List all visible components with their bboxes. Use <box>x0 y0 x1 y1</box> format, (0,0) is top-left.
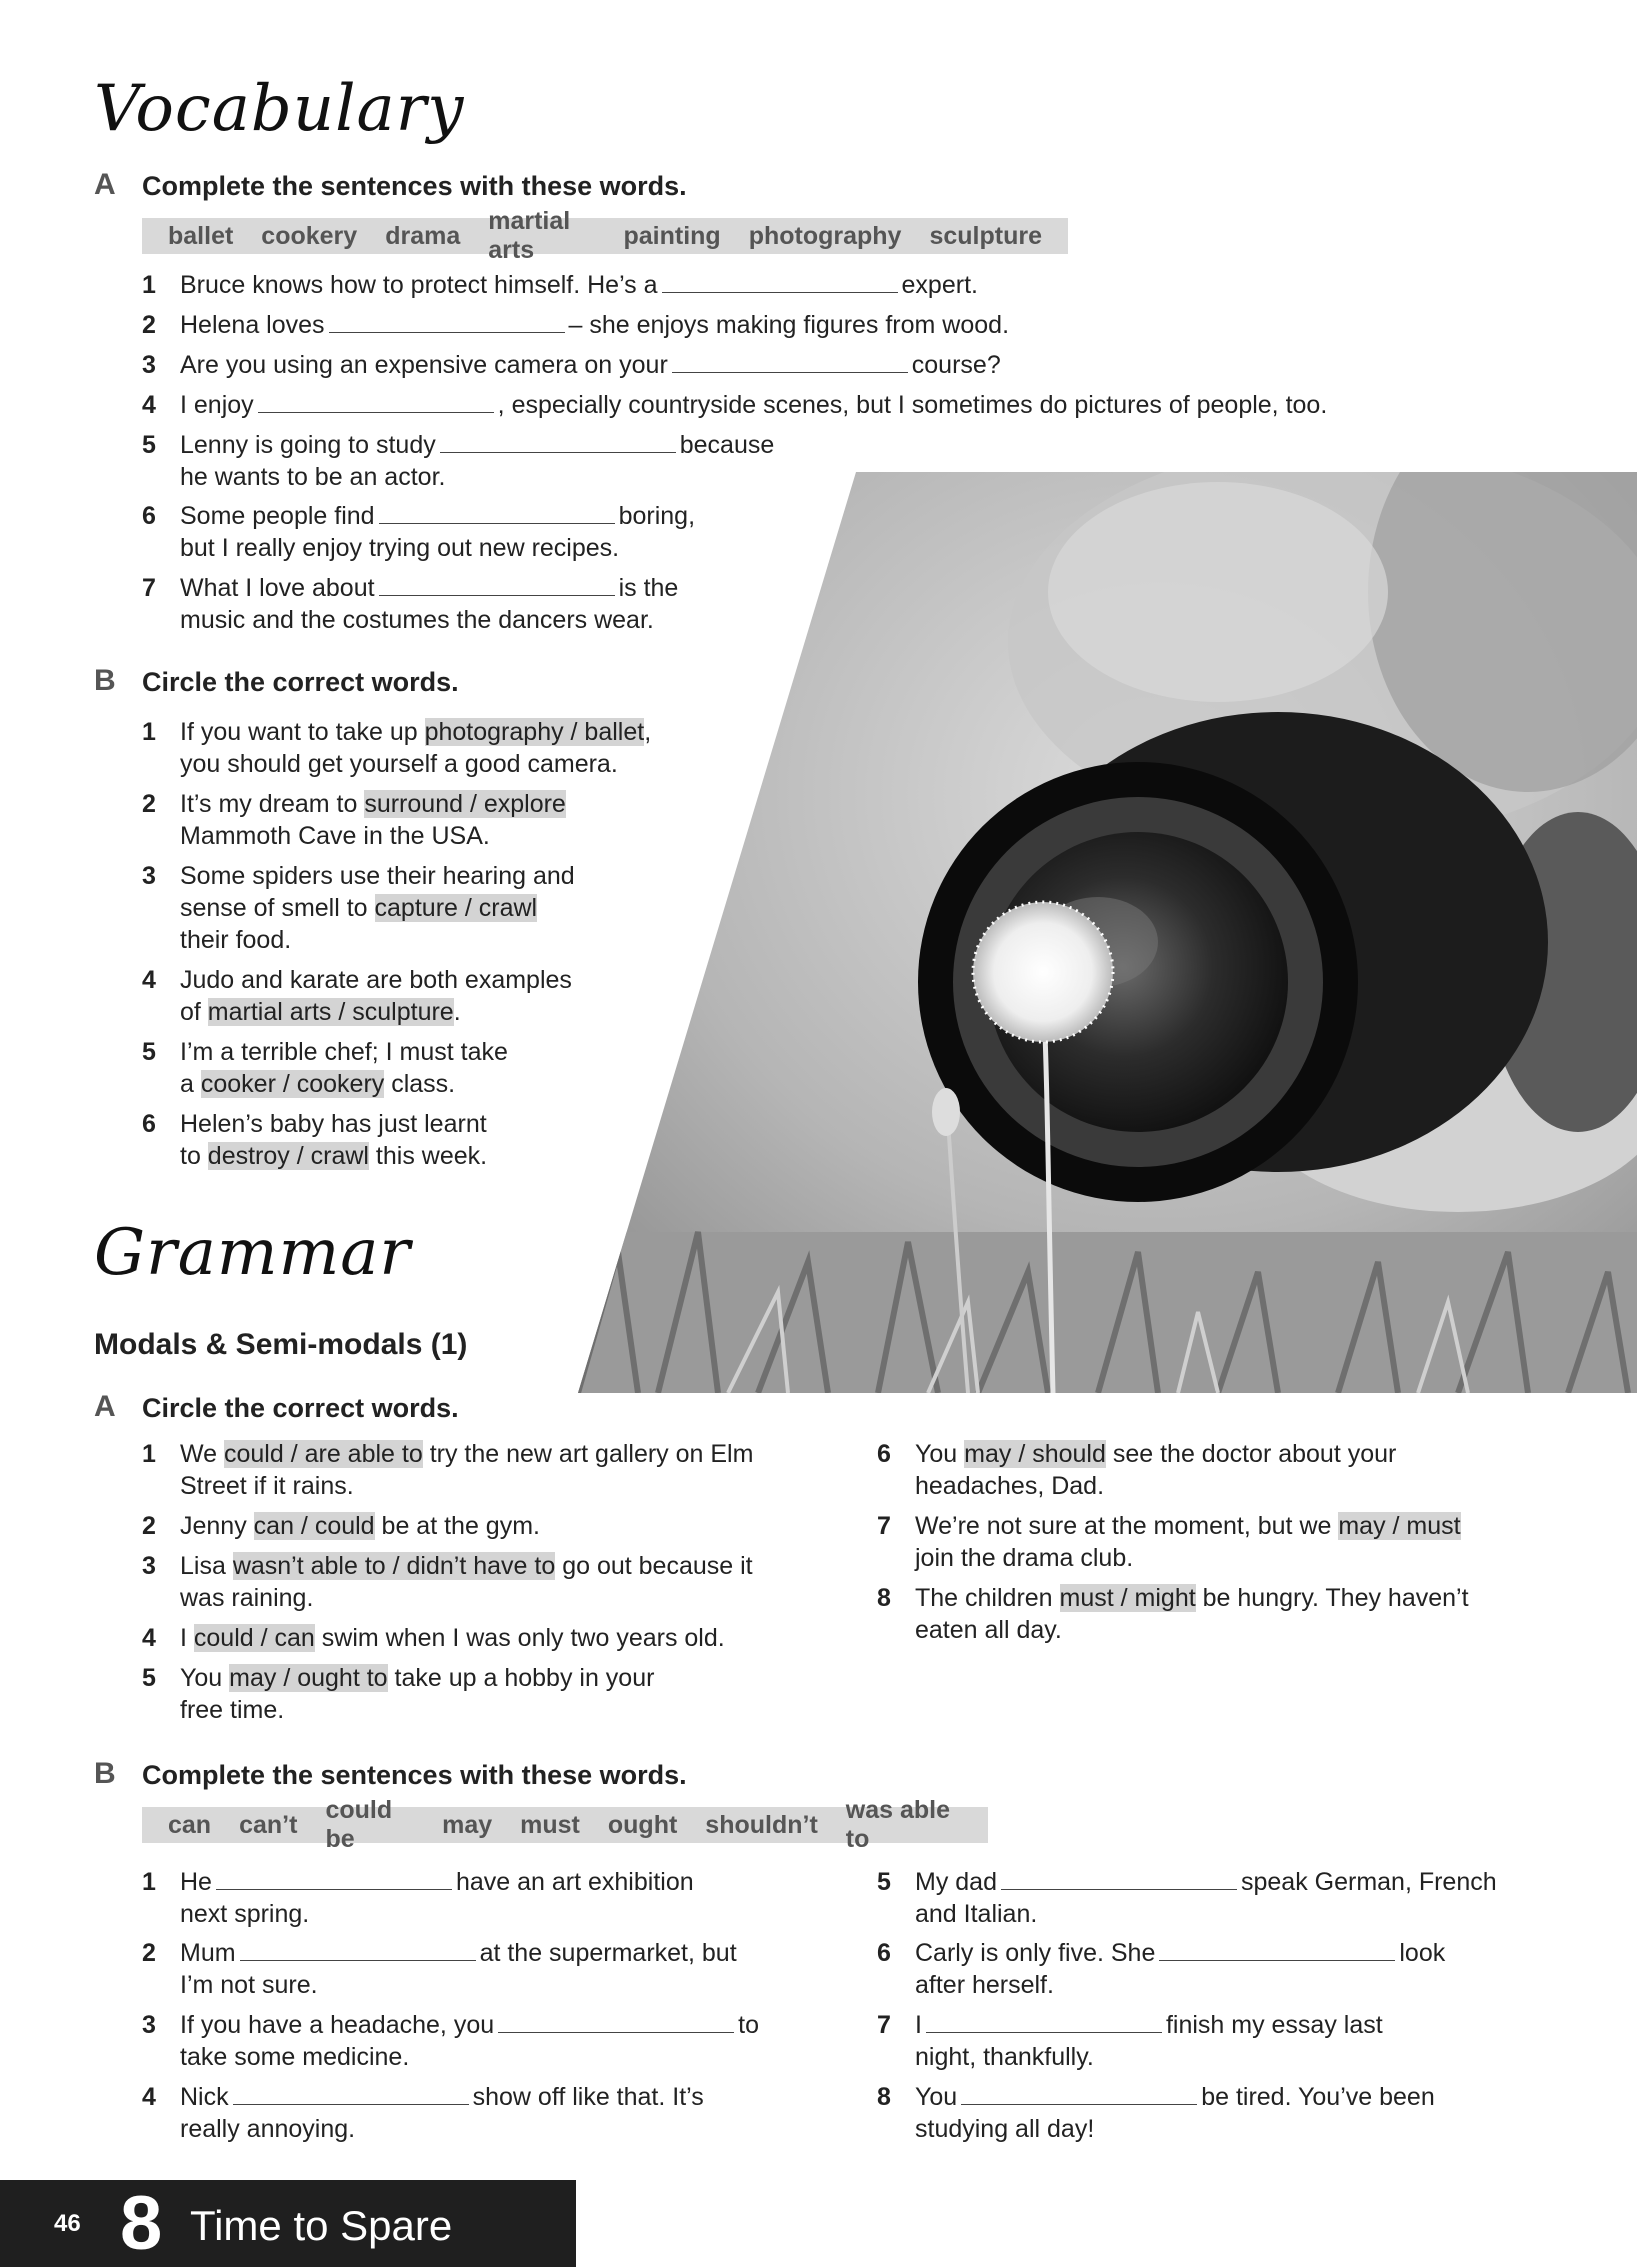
item-text: I enjoy <box>180 391 254 419</box>
exercise-item <box>142 1550 842 1614</box>
exercise-letter: B <box>94 664 116 697</box>
exercise-letter: A <box>94 1390 116 1423</box>
item-text: . <box>453 998 461 1026</box>
answer-choice[interactable]: could / can <box>193 1624 315 1652</box>
item-text: I’m not sure. <box>180 1971 318 1999</box>
exercise-item <box>142 1438 842 1502</box>
item-text: to <box>180 1142 208 1170</box>
item-text: but I really enjoy trying out new recipes. <box>180 534 620 562</box>
answer-blank[interactable] <box>233 2082 469 2105</box>
item-text: go out because it <box>555 1552 753 1580</box>
answer-blank[interactable] <box>498 2010 734 2033</box>
item-number: 3 <box>142 2011 156 2039</box>
word-box-item: was able to <box>845 1796 951 1853</box>
item-text: finish my essay last <box>1165 2011 1383 2039</box>
item-text: class. <box>384 1070 456 1098</box>
item-text: Jenny <box>180 1512 254 1540</box>
word-box-item: could be <box>325 1796 393 1853</box>
item-text: Judo and karate are both examples <box>180 966 572 994</box>
item-number: 2 <box>142 1939 156 1967</box>
word-box-item: must <box>520 1810 580 1839</box>
exercise-item <box>142 349 1422 381</box>
camera-photo-illustration <box>578 472 1637 1393</box>
exercise-instruction: Complete the sentences with these words. <box>142 1760 687 1790</box>
item-text: have an art exhibition <box>455 1868 694 1896</box>
item-text: We <box>180 1440 224 1468</box>
item-text: look <box>1399 1939 1446 1967</box>
answer-choice[interactable]: destroy / crawl <box>207 1142 369 1170</box>
item-text: swim when I was only two years old. <box>314 1624 725 1652</box>
item-text: he wants to be an actor. <box>180 463 446 491</box>
answer-blank[interactable] <box>1001 1867 1237 1890</box>
item-text: next spring. <box>180 1900 310 1928</box>
item-text: and Italian. <box>915 1900 1038 1928</box>
word-box-item: ballet <box>168 221 234 250</box>
word-box-item: drama <box>385 221 461 250</box>
item-text: free time. <box>180 1696 285 1724</box>
item-text: was raining. <box>180 1584 314 1612</box>
answer-choice[interactable]: wasn’t able to / didn’t have to <box>232 1552 556 1580</box>
grammar-subtitle: Modals & Semi-modals (1) <box>94 1328 468 1361</box>
item-text: a <box>180 1070 201 1098</box>
exercise-item <box>142 1937 842 2001</box>
answer-choice[interactable]: could / are able to <box>224 1440 423 1468</box>
answer-blank[interactable] <box>926 2010 1162 2033</box>
item-number: 1 <box>142 718 156 746</box>
page-footer <box>0 2180 576 2267</box>
answer-choice[interactable]: may / must <box>1338 1512 1461 1540</box>
item-number: 6 <box>877 1939 891 1967</box>
item-text: headaches, Dad. <box>915 1472 1105 1500</box>
answer-blank[interactable] <box>662 270 898 293</box>
item-text: of <box>180 998 208 1026</box>
grammar-title: Grammar <box>94 1216 411 1290</box>
unit-title: Time to Spare <box>190 2202 453 2249</box>
item-number: 4 <box>142 966 156 994</box>
item-text: Mum <box>180 1939 236 1967</box>
exercise-item <box>142 860 722 956</box>
answer-choice[interactable]: surround / explore <box>364 790 566 818</box>
item-text: Nick <box>180 2083 229 2111</box>
item-number: 4 <box>142 391 156 419</box>
word-box-item: can’t <box>239 1810 298 1839</box>
exercise-item <box>877 2081 1597 2145</box>
answer-choice[interactable]: may / should <box>964 1440 1106 1468</box>
exercise-item <box>142 389 1442 421</box>
item-text: – she enjoys making figures from wood. <box>568 311 1010 339</box>
exercise-item <box>142 788 722 852</box>
item-text: I <box>180 1624 194 1652</box>
answer-choice[interactable]: martial arts / sculpture <box>207 998 454 1026</box>
exercise-item <box>142 2081 842 2145</box>
item-text: Carly is only five. She <box>915 1939 1156 1967</box>
exercise-item <box>142 1622 842 1654</box>
item-number: 3 <box>142 1552 156 1580</box>
item-text: eaten all day. <box>915 1616 1062 1644</box>
item-text: speak German, French <box>1240 1868 1497 1896</box>
item-text: Helen’s baby has just learnt <box>180 1110 487 1138</box>
item-number: 7 <box>877 1512 891 1540</box>
item-text: their food. <box>180 926 292 954</box>
answer-choice[interactable]: capture / crawl <box>374 894 538 922</box>
item-number: 7 <box>142 574 156 602</box>
item-text: Helena loves <box>180 311 325 339</box>
item-text: take some medicine. <box>180 2043 410 2071</box>
exercise-item <box>142 269 1422 301</box>
answer-choice[interactable]: photography / ballet <box>424 718 645 746</box>
item-text: , <box>644 718 652 746</box>
item-text: studying all day! <box>915 2115 1095 2143</box>
item-text: because <box>679 431 775 459</box>
answer-blank[interactable] <box>672 350 908 373</box>
answer-blank[interactable] <box>240 1938 476 1961</box>
item-text: really annoying. <box>180 2115 356 2143</box>
item-number: 1 <box>142 1868 156 1896</box>
item-number: 3 <box>142 351 156 379</box>
answer-choice[interactable]: cooker / cookery <box>200 1070 385 1098</box>
item-text: If you have a headache, you <box>180 2011 495 2039</box>
item-text: What I love about <box>180 574 375 602</box>
item-text: Lenny is going to study <box>180 431 436 459</box>
item-text: music and the costumes the dancers wear. <box>180 606 654 634</box>
item-text: Bruce knows how to protect himself. He’s a <box>180 271 658 299</box>
item-text: is the <box>618 574 679 602</box>
item-text: It’s my dream to <box>180 790 365 818</box>
item-number: 1 <box>142 1440 156 1468</box>
word-box-item: may <box>442 1810 493 1839</box>
item-text: You <box>915 1440 965 1468</box>
item-number: 4 <box>142 2083 156 2111</box>
item-text: at the supermarket, but <box>479 1939 737 1967</box>
word-box <box>142 207 1068 264</box>
answer-choice[interactable]: can / could <box>253 1512 375 1540</box>
exercise-item <box>142 1866 842 1930</box>
item-number: 3 <box>142 862 156 890</box>
item-text: be tired. You’ve been <box>1201 2083 1435 2111</box>
item-number: 8 <box>877 1584 891 1612</box>
item-text: The children <box>915 1584 1060 1612</box>
word-box-item: painting <box>623 221 721 250</box>
item-number: 6 <box>877 1440 891 1468</box>
answer-blank[interactable] <box>1159 1938 1395 1961</box>
exercise-item <box>142 964 722 1028</box>
item-text: Some spiders use their hearing and <box>180 862 575 890</box>
item-text: join the drama club. <box>915 1544 1134 1572</box>
exercise-item <box>877 1582 1577 1646</box>
item-text: Mammoth Cave in the USA. <box>180 822 490 850</box>
item-text: to <box>738 2011 759 2039</box>
item-text: see the doctor about your <box>1105 1440 1397 1468</box>
item-text: show off like that. It’s <box>472 2083 704 2111</box>
exercise-item <box>877 1510 1577 1574</box>
item-number: 5 <box>142 1664 156 1692</box>
exercise-item <box>877 1937 1597 2001</box>
item-text: expert. <box>901 271 978 299</box>
word-box-item: shouldn’t <box>705 1810 818 1839</box>
exercise-item <box>142 1662 842 1726</box>
exercise-letter: B <box>94 1757 116 1790</box>
item-text: , especially countryside scenes, but I sometimes do pictures of people, too. <box>497 391 1328 419</box>
vocabulary-title: Vocabulary <box>94 72 465 146</box>
item-number: 4 <box>142 1624 156 1652</box>
word-box-item: cookery <box>261 221 358 250</box>
item-text: you should get yourself a good camera. <box>180 750 618 778</box>
item-text: this week. <box>368 1142 488 1170</box>
item-number: 1 <box>142 271 156 299</box>
exercise-instruction: Complete the sentences with these words. <box>142 171 687 201</box>
item-text: He <box>180 1868 212 1896</box>
word-box-item: photography <box>748 221 902 250</box>
word-box-item: martial arts <box>488 207 571 264</box>
item-text: I’m a terrible chef; I must take <box>180 1038 508 1066</box>
exercise-item <box>877 1438 1577 1502</box>
item-text: If you want to take up <box>180 718 425 746</box>
item-text: be hungry. They haven’t <box>1195 1584 1469 1612</box>
item-text: Some people find <box>180 502 375 530</box>
exercise-item <box>142 2009 842 2073</box>
answer-choice[interactable]: must / might <box>1059 1584 1196 1612</box>
item-number: 2 <box>142 790 156 818</box>
exercise-letter: A <box>94 168 116 201</box>
item-number: 5 <box>877 1868 891 1896</box>
word-box-item: can <box>168 1810 212 1839</box>
item-text: I <box>915 2011 922 2039</box>
exercise-item <box>142 309 1422 341</box>
answer-blank[interactable] <box>961 2082 1197 2105</box>
exercise-instruction: Circle the correct words. <box>142 667 459 697</box>
item-number: 5 <box>142 431 156 459</box>
item-number: 7 <box>877 2011 891 2039</box>
exercise-item <box>877 2009 1597 2073</box>
photo-photographer-with-camera <box>578 472 1637 1393</box>
word-box-item: sculpture <box>929 221 1042 250</box>
answer-choice[interactable]: may / ought to <box>229 1664 388 1692</box>
item-text: take up a hobby in your <box>387 1664 655 1692</box>
word-box-item: ought <box>607 1810 678 1839</box>
item-text: My dad <box>915 1868 997 1896</box>
answer-blank[interactable] <box>440 430 676 453</box>
item-text: You <box>180 1664 230 1692</box>
answer-blank[interactable] <box>258 390 494 413</box>
item-number: 6 <box>142 502 156 530</box>
item-text: after herself. <box>915 1971 1054 1999</box>
page-number: 46 <box>54 2210 81 2237</box>
item-text: Are you using an expensive camera on your <box>180 351 668 379</box>
item-text: be at the gym. <box>374 1512 540 1540</box>
word-box <box>142 1796 988 1853</box>
item-number: 2 <box>142 1512 156 1540</box>
exercise-instruction: Circle the correct words. <box>142 1393 459 1423</box>
item-text: try the new art gallery on Elm <box>422 1440 754 1468</box>
item-number: 8 <box>877 2083 891 2111</box>
item-text: sense of smell to <box>180 894 375 922</box>
exercise-item <box>142 1036 722 1100</box>
item-number: 5 <box>142 1038 156 1066</box>
item-text: course? <box>911 351 1001 379</box>
item-text: Lisa <box>180 1552 233 1580</box>
item-text: We’re not sure at the moment, but we <box>915 1512 1339 1540</box>
exercise-item <box>877 1866 1597 1930</box>
exercise-item <box>142 1108 722 1172</box>
item-number: 2 <box>142 311 156 339</box>
item-text: Street if it rains. <box>180 1472 354 1500</box>
item-number: 6 <box>142 1110 156 1138</box>
item-text: boring, <box>618 502 696 530</box>
exercise-item <box>142 716 722 780</box>
answer-blank[interactable] <box>216 1867 452 1890</box>
item-text: night, thankfully. <box>915 2043 1094 2071</box>
item-text: You <box>915 2083 958 2111</box>
exercise-item <box>142 1510 842 1542</box>
unit-number: 8 <box>120 2181 163 2266</box>
answer-blank[interactable] <box>329 310 565 333</box>
